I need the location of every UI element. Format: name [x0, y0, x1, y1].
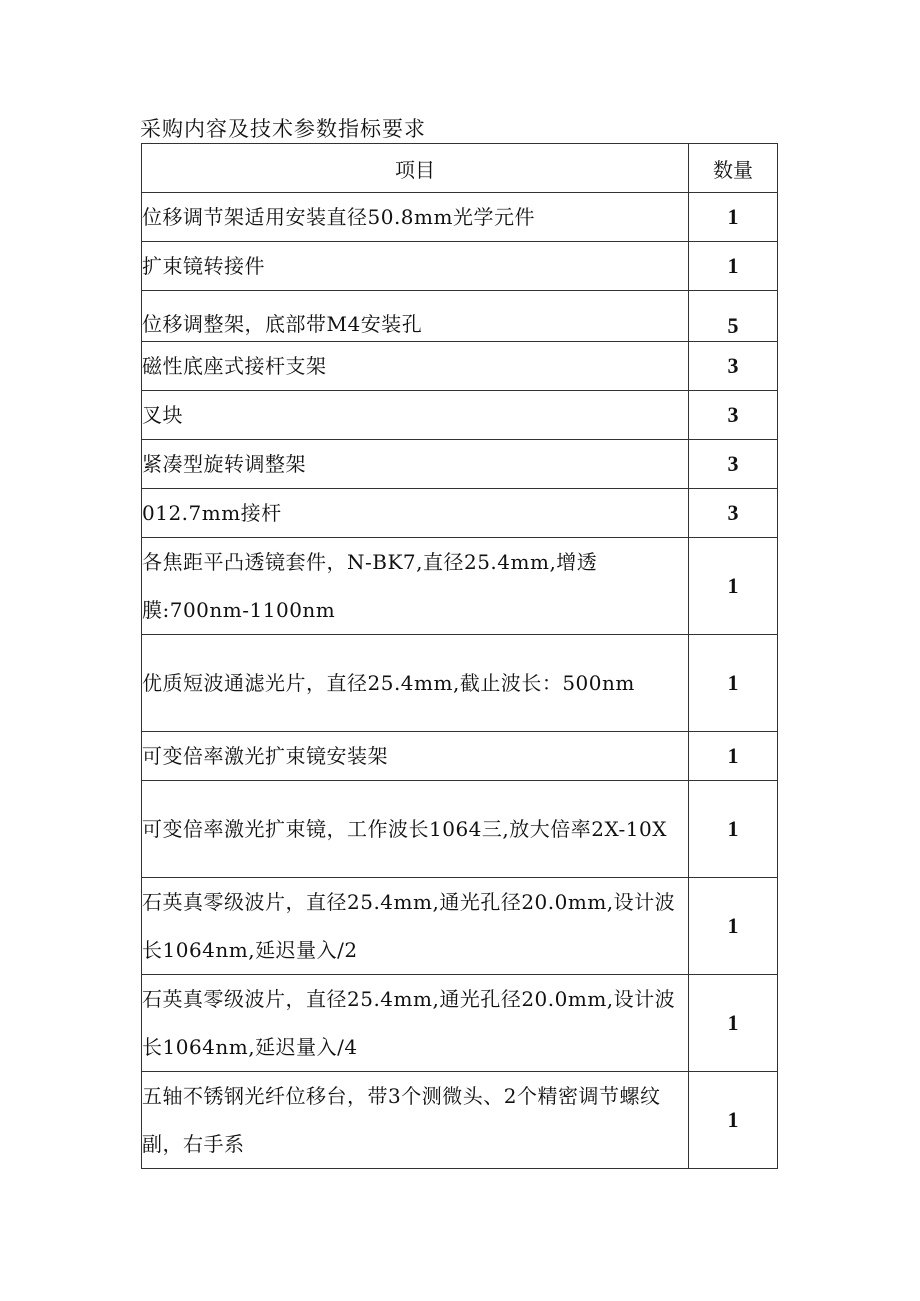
item-cell: 叉块 [142, 391, 689, 440]
qty-cell: 1 [689, 732, 778, 781]
table-row [142, 440, 778, 489]
qty-cell: 1 [689, 1072, 778, 1169]
item-cell: 位移调整架，底部带M4安装孔 [142, 291, 689, 342]
qty-cell: 3 [689, 342, 778, 391]
table-row [142, 489, 778, 538]
qty-cell: 1 [689, 242, 778, 291]
qty-cell: 3 [689, 440, 778, 489]
qty-cell: 3 [689, 391, 778, 440]
procurement-table [141, 143, 778, 1169]
table-header-row [142, 144, 778, 193]
qty-cell: 1 [689, 635, 778, 732]
item-cell: 五轴不锈钢光纤位移台，带3个测微头、2个精密调节螺纹副，右手系 [142, 1072, 689, 1169]
item-cell: 可变倍率激光扩束镜安装架 [142, 732, 689, 781]
header-item: 项目 [142, 144, 689, 193]
item-cell: 各焦距平凸透镜套件，N-BK7,直径25.4mm,增透膜:700nm-1100nm [142, 538, 689, 635]
table-row [142, 342, 778, 391]
qty-cell: 1 [689, 878, 778, 975]
qty-cell: 5 [689, 291, 778, 342]
table-row [142, 878, 778, 975]
qty-cell: 1 [689, 975, 778, 1072]
table-row [142, 291, 778, 342]
item-cell: 紧凑型旋转调整架 [142, 440, 689, 489]
item-cell: 位移调节架适用安装直径50.8mm光学元件 [142, 193, 689, 242]
table-row [142, 635, 778, 732]
page-title: 采购内容及技术参数指标要求 [140, 117, 426, 141]
item-cell: 优质短波通滤光片，直径25.4mm,截止波长：500nm [142, 635, 689, 732]
table-row [142, 732, 778, 781]
table-row [142, 391, 778, 440]
item-cell: 012.7mm接杆 [142, 489, 689, 538]
item-cell: 石英真零级波片，直径25.4mm,通光孔径20.0mm,设计波长1064nm,延迟量入/4 [142, 975, 689, 1072]
table-row [142, 242, 778, 291]
table-row [142, 975, 778, 1072]
item-cell: 扩束镜转接件 [142, 242, 689, 291]
qty-cell: 1 [689, 538, 778, 635]
qty-cell: 1 [689, 781, 778, 878]
item-cell: 磁性底座式接杆支架 [142, 342, 689, 391]
item-cell: 可变倍率激光扩束镜，工作波长1064三,放大倍率2X-10X [142, 781, 689, 878]
qty-cell: 1 [689, 193, 778, 242]
header-qty: 数量 [689, 144, 778, 193]
table-row [142, 538, 778, 635]
table-row [142, 193, 778, 242]
qty-cell: 3 [689, 489, 778, 538]
table-row [142, 781, 778, 878]
table-row [142, 1072, 778, 1169]
item-cell: 石英真零级波片，直径25.4mm,通光孔径20.0mm,设计波长1064nm,延迟量入/2 [142, 878, 689, 975]
